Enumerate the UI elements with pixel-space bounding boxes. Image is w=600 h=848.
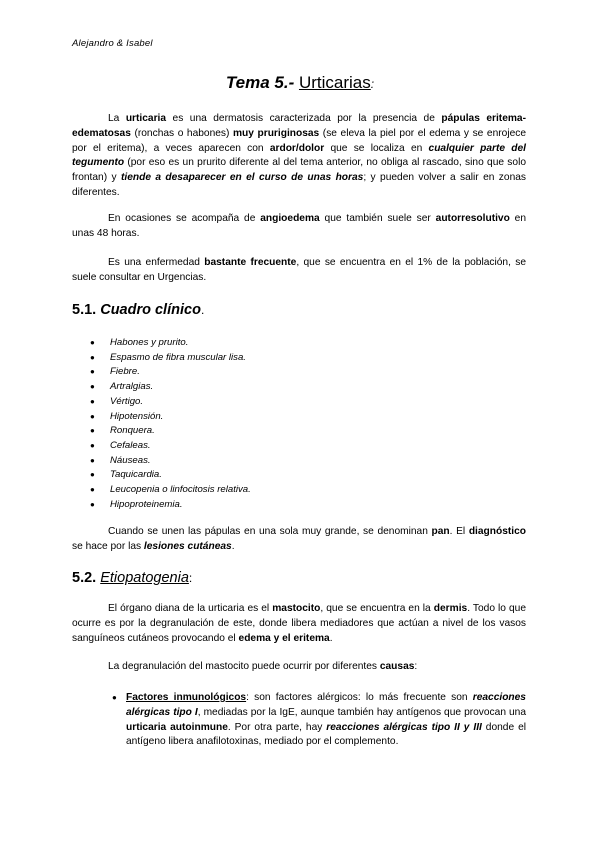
list-item: ● Ronquera.	[90, 424, 251, 439]
causes-bullet-item: Factores inmunológicos: son factores alérgicos: lo más frecuente son reacciones alérgicas tipo I, mediadas por la IgE, aunque también hay antígenos que provocan una urticaria autoinmune. Por otra parte, hay reacciones alérgicas tipo II y III donde el antígeno libera anafilotoxinas, mediado por el complemento.	[126, 692, 527, 748]
list-item: ● Cefaleas.	[90, 439, 251, 454]
intro-paragraph-1: La urticaria es una dermatosis caracterizada por la presencia de pápulas eritema-edematosas (ronchas o habones) muy pruriginosas (se eleva la piel por el edema y se enrojece por el eritema), a veces aparecen con ardor/dolor que se localiza en cualquier parte del tegumento (por eso es un prurito diferente al del tema anterior, no obliga al rascado, sino que solo frontan) y tiende a desaparecer en el curso de unas horas; y pueden volver a salir en zonas diferentes.	[72, 113, 527, 198]
title-main: Urticarias	[298, 73, 371, 92]
page-title	[0, 73, 600, 93]
intro-paragraph-2: En ocasiones se acompaña de angioedema que también suele ser autorresolutivo en unas 48 horas.	[72, 213, 527, 239]
list-item: ● Taquicardia.	[90, 468, 251, 483]
list-item: ● Hipotensión.	[90, 410, 251, 425]
list-item: ● Fiebre.	[90, 365, 251, 380]
section-heading-etiopatogenia: 5.2. Etiopatogenia:	[72, 570, 193, 586]
section2-paragraph-1: El órgano diana de la urticaria es el mastocito, que se encuentra en la dermis. Todo lo que ocurre es por la degranulación de este, donde libera mediadores que actúan a nivel de los vasos sanguíneos cutáneos provocando el edema y el eritema.	[72, 603, 526, 644]
page-header: Alejandro & Isabel	[72, 38, 153, 49]
section-heading-cuadro-clinico: 5.1. Cuadro clínico.	[72, 302, 205, 318]
bullet-icon: ●	[112, 693, 117, 702]
list-item: ● Hipoproteinemia.	[90, 498, 251, 513]
section2-paragraph-2: La degranulación del mastocito puede ocurrir por diferentes causas:	[108, 661, 418, 672]
list-item: ● Vértigo.	[90, 395, 251, 410]
title-suffix: :	[370, 77, 375, 91]
list-item: ● Habones y prurito.	[90, 336, 251, 351]
title-prefix: Tema 5.-	[225, 73, 295, 92]
list-item: ● Náuseas.	[90, 454, 251, 469]
symptom-list	[90, 336, 251, 512]
section1-paragraph: Cuando se unen las pápulas en una sola muy grande, se denominan pan. El diagnóstico se hace por las lesiones cutáneas.	[72, 526, 526, 552]
list-item: ● Artralgias.	[90, 380, 251, 395]
list-item: ● Leucopenia o linfocitosis relativa.	[90, 483, 251, 498]
intro-paragraph-3: Es una enfermedad bastante frecuente, que se encuentra en el 1% de la población, se suele consultar en Urgencias.	[72, 257, 526, 283]
list-item: ● Espasmo de fibra muscular lisa.	[90, 351, 251, 366]
